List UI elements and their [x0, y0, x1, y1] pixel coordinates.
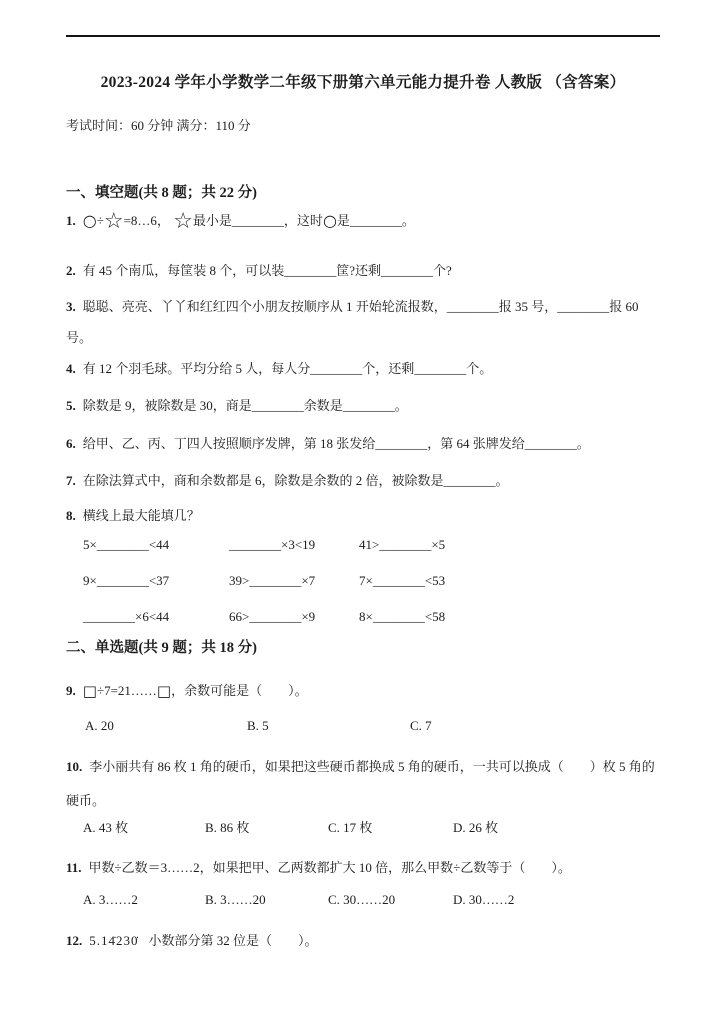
question-8-text: 横线上最大能填几？ — [82, 508, 200, 523]
question-12 — [66, 925, 660, 956]
header-divider — [66, 35, 660, 37]
question-8-number: 8. — [66, 508, 76, 523]
option-c: C. 30……20 — [328, 892, 396, 907]
option-a: A. 20 — [85, 718, 114, 733]
blank-expression: ________×3<19 — [229, 537, 316, 552]
question-7-number: 7. — [66, 473, 76, 488]
section-2-heading: 二、单选题(共 9 题；共 18 分) — [66, 640, 257, 656]
option-d: D. 30……2 — [453, 892, 515, 907]
option-c: C. 7 — [410, 718, 432, 733]
question-4-number: 4. — [66, 361, 76, 376]
question-1-tail: 是________。 — [336, 213, 415, 228]
question-1-text: 最小是________，这时 — [192, 213, 323, 228]
question-8 — [66, 500, 660, 531]
question-2-text: 有 45 个南瓜，每筐装 8 个，可以装________筐?还剩________个? — [82, 263, 452, 278]
circle-icon: ○ — [82, 211, 97, 230]
repeating-decimal-number: 5.14̇230̇ — [89, 933, 139, 948]
square-icon: □ — [156, 682, 172, 700]
blank-expression: 9×________<37 — [83, 573, 170, 588]
blank-expression: ________×6<44 — [83, 609, 170, 624]
question-5 — [66, 390, 660, 421]
divide-sign: ÷ — [96, 213, 104, 228]
square-icon: □ — [82, 682, 97, 700]
question-3-number: 3. — [66, 299, 76, 314]
question-11-number: 11. — [66, 860, 82, 875]
question-5-text: 除数是 9，被除数是 30，商是________余数是________。 — [82, 398, 408, 413]
blank-expression: 7×________<53 — [359, 573, 446, 588]
question-12-number: 12. — [66, 933, 83, 948]
question-10 — [66, 750, 660, 818]
question-2 — [66, 255, 660, 286]
option-a: A. 3……2 — [83, 892, 138, 907]
question-7 — [66, 465, 660, 496]
option-b: B. 3……20 — [205, 892, 266, 907]
blank-expression: 8×________<58 — [359, 609, 446, 624]
option-a: A. 43 枚 — [83, 820, 129, 835]
question-5-number: 5. — [66, 398, 76, 413]
question-10-options — [83, 817, 660, 839]
exam-info: 考试时间：60 分钟 满分：110 分 — [66, 118, 251, 133]
question-3-text: 聪聪、亮亮、丫丫和红红四个小朋友按顺序从 1 开始轮流报数，________报 35 号，________报 60 号。 — [66, 299, 639, 345]
option-c: C. 17 枚 — [328, 820, 373, 835]
question-12-text: 小数部分第 32 位是（ ）。 — [148, 933, 318, 948]
blank-expression: 41>________×5 — [359, 537, 446, 552]
question-9-options — [85, 715, 660, 737]
question-3 — [66, 291, 660, 353]
circle-icon: ○ — [322, 211, 337, 230]
question-6-number: 6. — [66, 436, 76, 451]
question-7-text: 在除法算式中，商和余数都是 6，除数是余数的 2 倍，被除数是________。 — [82, 473, 509, 488]
question-10-text: 李小丽共有 86 枚 1 角的硬币，如果把这些硬币都换成 5 角的硬币，一共可以换成（ ）枚 5 角的硬币。 — [66, 759, 655, 808]
question-9 — [66, 675, 660, 707]
option-b: B. 5 — [247, 718, 269, 733]
question-1-equation: =8…6， — [123, 213, 170, 228]
question-10-number: 10. — [66, 759, 83, 774]
question-8-grid — [83, 530, 660, 632]
page-title: 2023-2024 学年小学数学二年级下册第六单元能力提升卷 人教版 （含答案） — [100, 74, 626, 91]
question-4 — [66, 353, 660, 384]
question-2-number: 2. — [66, 263, 76, 278]
question-9-number: 9. — [66, 683, 76, 698]
question-11-text: 甲数÷乙数＝3……2，如果把甲、乙两数都扩大 10 倍，那么甲数÷乙数等于（ ）。 — [88, 860, 571, 875]
question-11 — [66, 852, 660, 883]
question-11-options — [83, 889, 660, 911]
question-9-equation: ÷7=21…… — [96, 683, 157, 698]
blank-expression: 66>________×9 — [229, 609, 316, 624]
blank-expression: 39>________×7 — [229, 573, 316, 588]
question-6-text: 给甲、乙、丙、丁四人按照顺序发牌，第 18 张发给________，第 64 张牌发给________。 — [82, 436, 590, 451]
question-4-text: 有 12 个羽毛球。平均分给 5 人，每人分________个，还剩________个。 — [82, 361, 493, 376]
option-b: B. 86 枚 — [205, 820, 250, 835]
question-9-text: ，余数可能是（ ）。 — [171, 683, 308, 698]
blank-expression: 5×________<44 — [83, 537, 170, 552]
question-1 — [66, 205, 660, 237]
section-1-heading: 一、填空题(共 8 题；共 22 分) — [66, 185, 257, 201]
star-icon: ☆ — [173, 209, 193, 234]
option-d: D. 26 枚 — [453, 820, 499, 835]
star-icon: ☆ — [103, 209, 124, 234]
question-1-number: 1. — [66, 213, 76, 228]
question-6 — [66, 428, 660, 459]
